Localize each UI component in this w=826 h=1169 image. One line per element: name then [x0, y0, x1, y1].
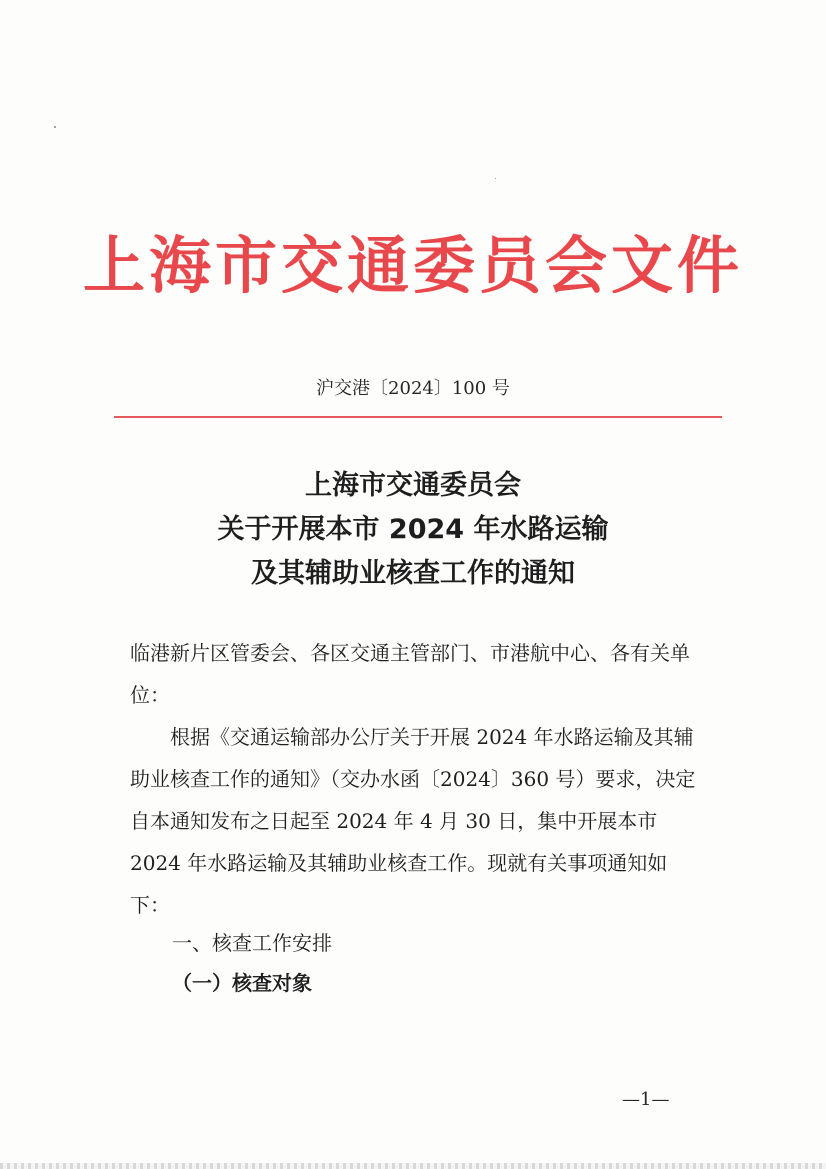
title-line-2: 关于开展本市 2024 年水路运输 — [217, 514, 609, 545]
red-masthead: 上海市交通委员会文件 — [82, 229, 743, 302]
title-line-1: 上海市交通委员会 — [305, 470, 521, 501]
document-title — [0, 464, 826, 596]
document-number: 沪交港〔2024〕100 号 — [316, 378, 510, 399]
scan-edge-strip — [0, 1163, 826, 1169]
title-line-3: 及其辅助业核查工作的通知 — [251, 558, 575, 589]
subsection-heading: （一）核查对象 — [172, 971, 312, 995]
section-heading: 一、核查工作安排 — [172, 931, 332, 955]
scan-speck — [495, 178, 496, 179]
scan-speck — [54, 126, 56, 128]
body-paragraph: 根据《交通运输部办公厅关于开展 2024 年水路运输及其辅助业核查工作的通知》（交办水函〔2024〕360 号）要求，决定自本通知发布之日起至 2024 年 4 月 30 日，集中开展本市 2024 年水路运输及其辅助业核查工作。现就有关事项通知如下： — [130, 725, 696, 917]
addressee: 临港新片区管委会、各区交通主管部门、市港航中心、各有关单位： — [130, 641, 690, 707]
page-number: —1— — [622, 1089, 670, 1110]
red-divider-line — [114, 416, 722, 418]
